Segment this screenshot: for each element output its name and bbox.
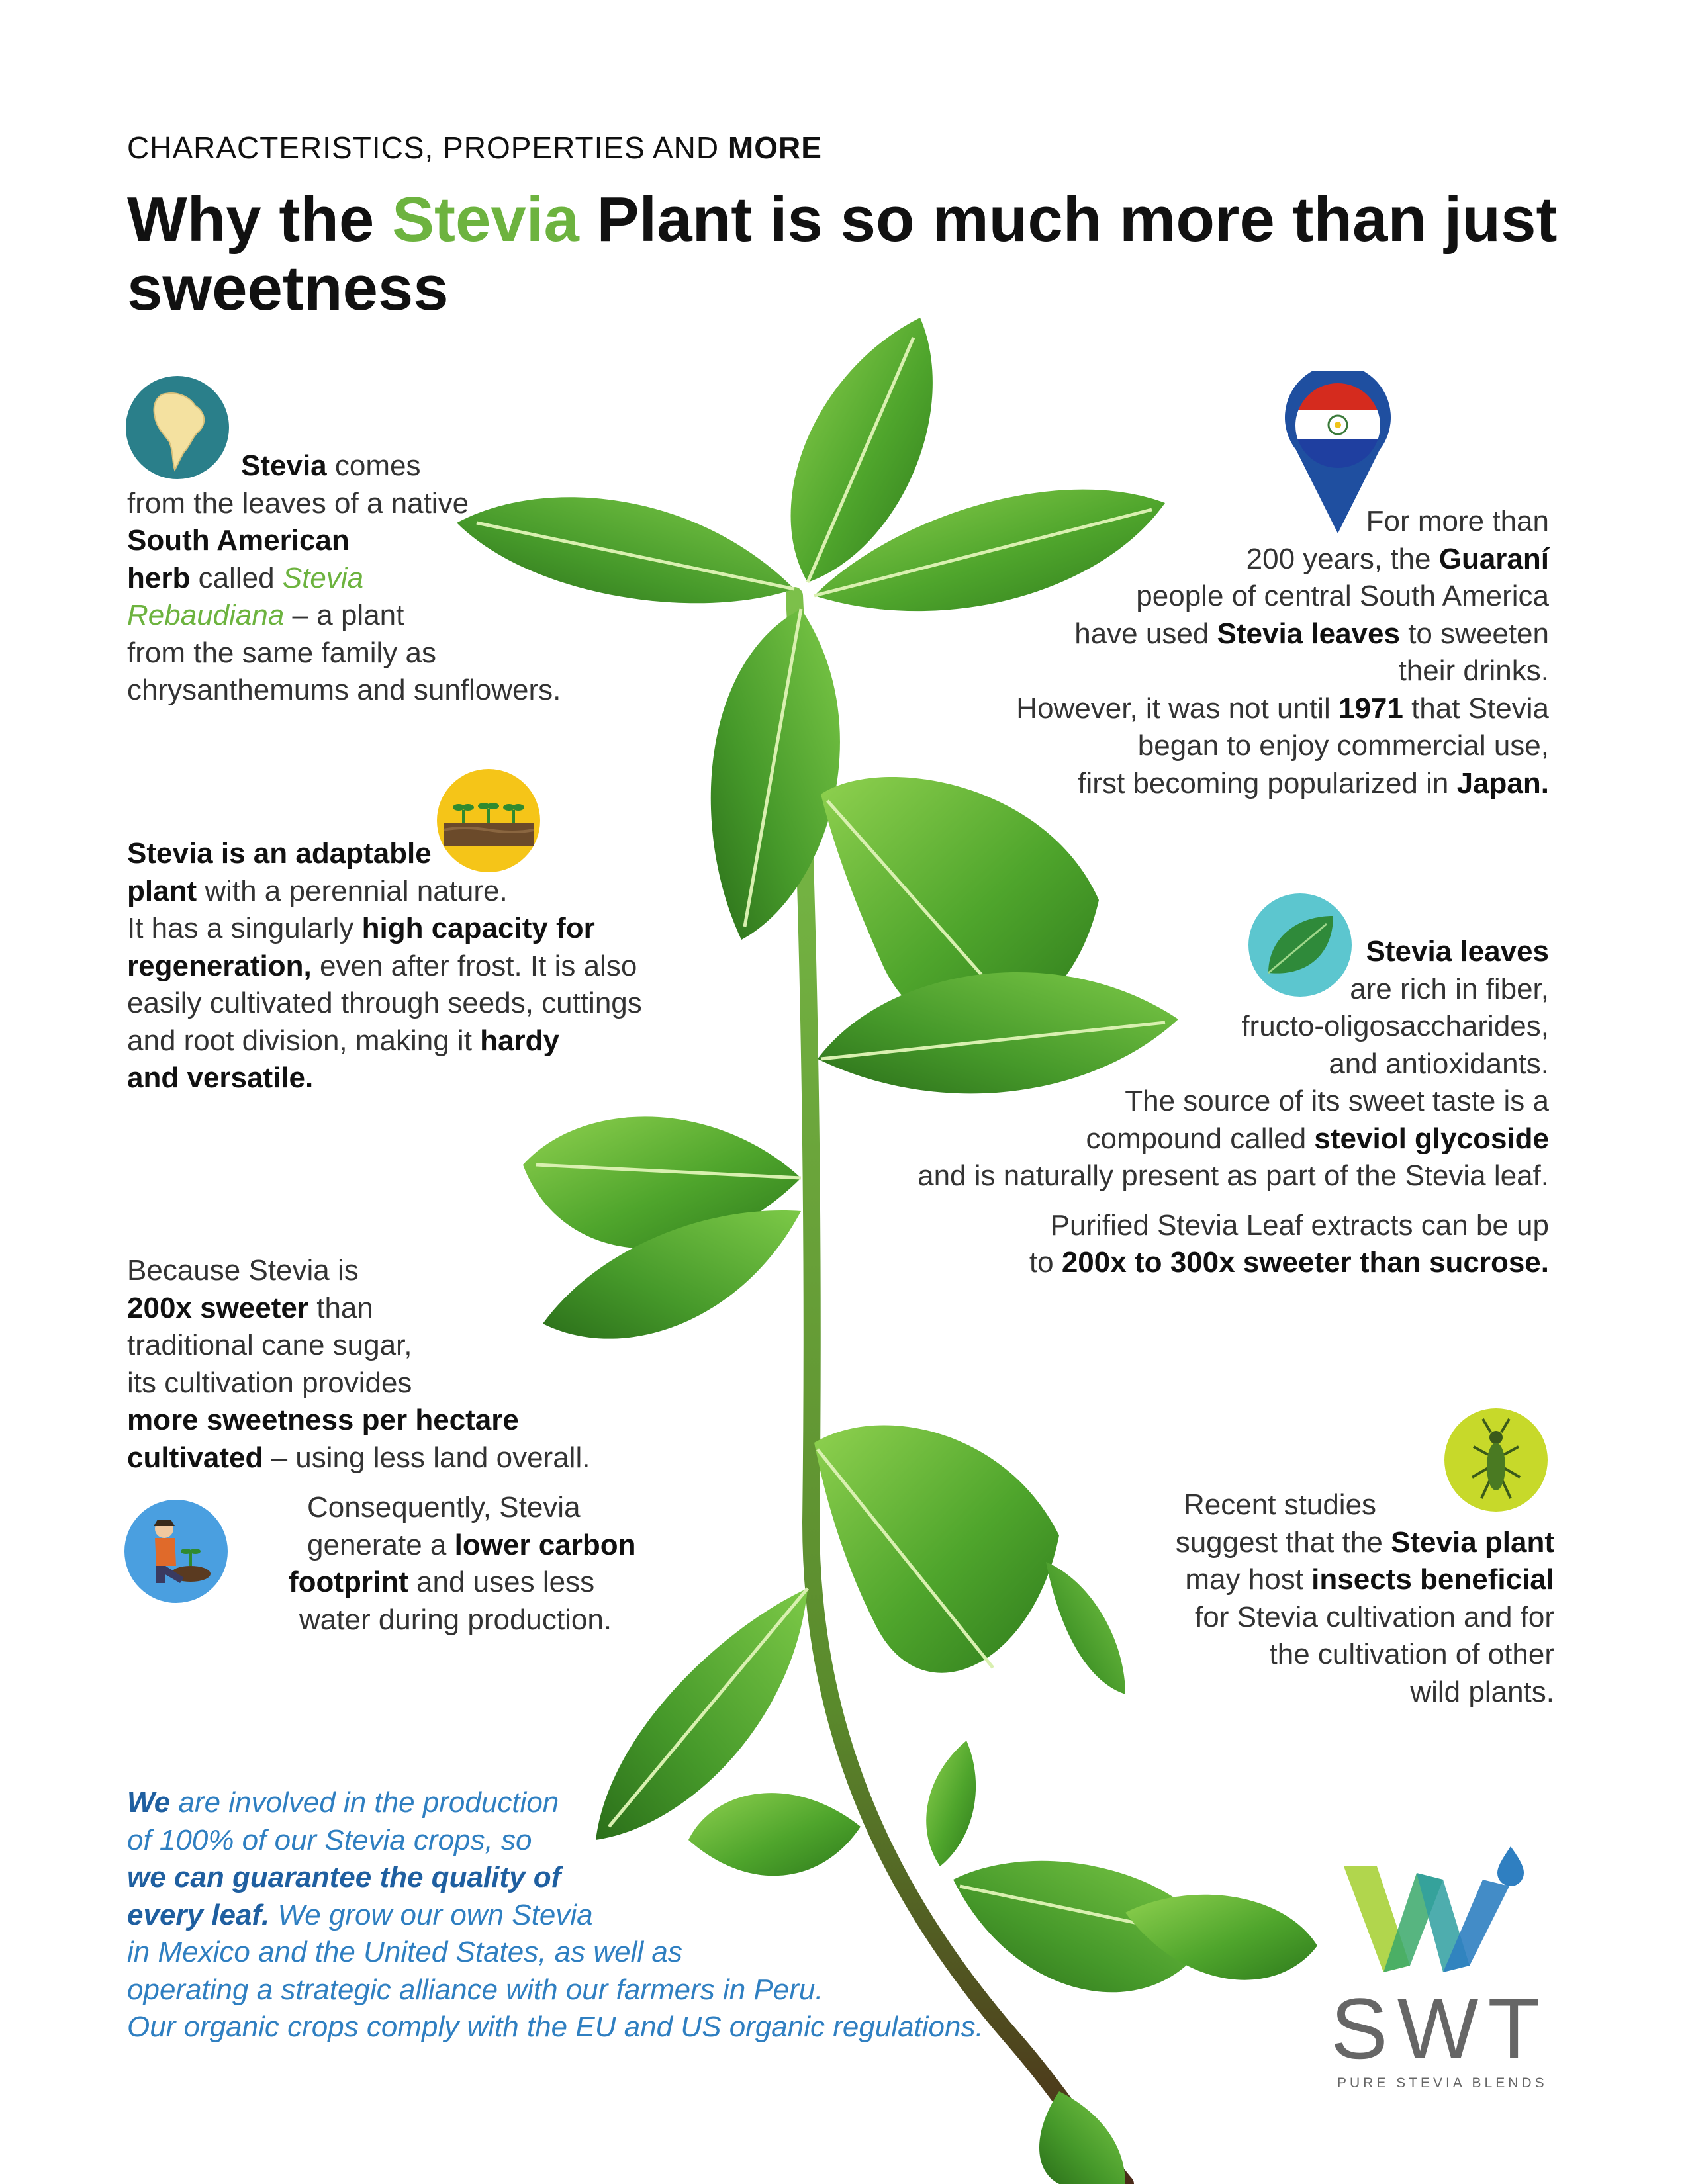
insects-text: may host — [1185, 1563, 1312, 1596]
leaves-text: The source of its sweet taste is a — [1125, 1085, 1549, 1117]
insects-section — [993, 1486, 1554, 1711]
origin-species: Rebaudiana — [127, 599, 285, 631]
origin-herb: herb — [127, 561, 191, 594]
adaptable-text: even after frost. It is also — [311, 949, 637, 982]
carbon-footprint: footprint — [289, 1566, 408, 1598]
history-text: first becoming popularized in — [1078, 766, 1457, 799]
origin-text: from the leaves of a native — [127, 486, 469, 520]
adaptable-heading: Stevia is an adaptable — [127, 837, 432, 870]
logo-name: SWT — [1331, 1980, 1550, 2077]
history-text: their drinks. — [1398, 655, 1549, 687]
leaves-text: Purified Stevia Leaf extracts can be up — [1050, 1208, 1549, 1242]
history-text: began to enjoy commercial use, — [1137, 729, 1549, 762]
production-text: Our organic crops comply with the EU and US organic regulations. — [127, 2011, 984, 2043]
swt-logo-mark — [1337, 1840, 1536, 1985]
history-text: have used — [1074, 617, 1217, 650]
insects-text: the cultivation of other — [1269, 1638, 1554, 1670]
kicker — [127, 130, 822, 165]
history-section — [861, 503, 1549, 802]
insects-text: Recent studies — [1184, 1488, 1377, 1521]
history-stevia-leaves: Stevia leaves — [1217, 617, 1400, 650]
production-text: are involved in the production — [170, 1786, 559, 1819]
production-text: of 100% of our Stevia crops, so — [127, 1823, 532, 1856]
leaves-text: compound called — [1086, 1122, 1315, 1155]
carbon-text: water during production. — [299, 1603, 612, 1636]
history-text: people of central South America — [1136, 580, 1549, 612]
leaves-text: are rich in fiber, — [1350, 972, 1549, 1005]
history-text: that Stevia — [1403, 692, 1549, 725]
production-we: We — [127, 1786, 171, 1819]
sweeter-section — [127, 1252, 696, 1477]
history-text: 200 years, the — [1246, 542, 1439, 575]
adaptable-text: It has a singularly — [127, 912, 362, 944]
adaptable-section — [127, 835, 696, 1097]
leaves-text: and antioxidants. — [1329, 1047, 1549, 1080]
origin-text: comes — [326, 449, 421, 482]
leaves-section — [794, 933, 1549, 1282]
origin-south-american: South American — [127, 524, 350, 557]
origin-text: called — [190, 561, 283, 594]
production-text: We grow our own Stevia — [269, 1898, 593, 1931]
leaves-text: fructo-oligosaccharides, — [1241, 1010, 1549, 1042]
sweeter-text: – using less land overall. — [263, 1441, 590, 1474]
kicker-bold: MORE — [727, 130, 822, 165]
origin-species: Stevia — [282, 561, 364, 594]
farmer-planting-icon — [124, 1500, 228, 1603]
history-text: However, it was not until — [1016, 692, 1338, 725]
adaptable-versatile: and versatile. — [127, 1062, 314, 1094]
title-highlight: Stevia — [391, 184, 579, 255]
sweeter-text: its cultivation provides — [127, 1366, 412, 1399]
history-japan: Japan. — [1456, 766, 1549, 799]
carbon-text: generate a — [307, 1528, 455, 1561]
origin-text: chrysanthemums and sunflowers. — [127, 674, 561, 706]
adaptable-text: easily cultivated through seeds, cuttings — [127, 987, 642, 1019]
kicker-text: CHARACTERISTICS, PROPERTIES AND — [127, 130, 728, 165]
sweeter-text: traditional cane sugar, — [127, 1329, 412, 1361]
sweeter-text: than — [308, 1291, 373, 1324]
page-title — [127, 185, 1583, 323]
carbon-section — [278, 1489, 675, 1639]
insects-text: suggest that the — [1175, 1525, 1391, 1559]
production-every-leaf: every leaf. — [127, 1898, 270, 1931]
origin-section — [127, 447, 604, 709]
logo-tagline: PURE STEVIA BLENDS — [1337, 2075, 1548, 2091]
history-year: 1971 — [1338, 692, 1403, 725]
origin-text: – a plant — [284, 599, 404, 631]
sweeter-per-hectare: more sweetness per hectare — [127, 1404, 519, 1436]
production-section — [127, 1784, 1054, 2046]
leaves-text: and is naturally present as part of the Stevia leaf. — [917, 1160, 1549, 1192]
carbon-text: Consequently, Stevia — [307, 1491, 581, 1524]
leaf-upper-hanging — [711, 609, 840, 940]
origin-stevia: Stevia — [241, 449, 327, 482]
insects-beneficial: insects beneficial — [1311, 1563, 1554, 1596]
title-pre: Why the — [127, 184, 392, 255]
adaptable-text: with a perennial nature. — [197, 874, 508, 907]
carbon-lower: lower carbon — [454, 1528, 636, 1561]
adaptable-plant: plant — [127, 874, 197, 907]
carbon-text: and uses less — [408, 1566, 595, 1598]
history-text: to sweeten — [1399, 617, 1549, 650]
leaves-sweetness: 200x to 300x sweeter than sucrose. — [1061, 1246, 1549, 1279]
adaptable-text: and root division, making it — [127, 1024, 481, 1057]
leaves-heading: Stevia leaves — [1366, 935, 1549, 968]
sweeter-cultivated: cultivated — [127, 1441, 263, 1474]
adaptable-hardy: hardy — [480, 1024, 559, 1057]
adaptable-regeneration: regeneration, — [127, 949, 312, 982]
adaptable-capacity: high capacity for — [361, 912, 595, 944]
origin-text: from the same family as — [127, 636, 437, 669]
insects-text: for Stevia cultivation and for — [1195, 1600, 1554, 1633]
history-text: For more than — [1366, 505, 1549, 537]
sweeter-text: Because Stevia is — [127, 1254, 359, 1287]
leaves-text: to — [1029, 1246, 1062, 1279]
production-guarantee: we can guarantee the quality of — [127, 1861, 561, 1893]
production-text: operating a strategic alliance with our farmers in Peru. — [127, 1973, 823, 2006]
insects-text: wild plants. — [1410, 1675, 1554, 1708]
sweeter-200x: 200x sweeter — [127, 1291, 308, 1324]
insects-stevia-plant: Stevia plant — [1391, 1525, 1554, 1559]
title-post: Plant is so much more than just sweetness — [127, 184, 1558, 324]
production-text: in Mexico and the United States, as well as — [127, 1936, 682, 1968]
history-guarani: Guaraní — [1438, 542, 1549, 575]
leaves-glycoside: steviol glycoside — [1314, 1122, 1549, 1155]
